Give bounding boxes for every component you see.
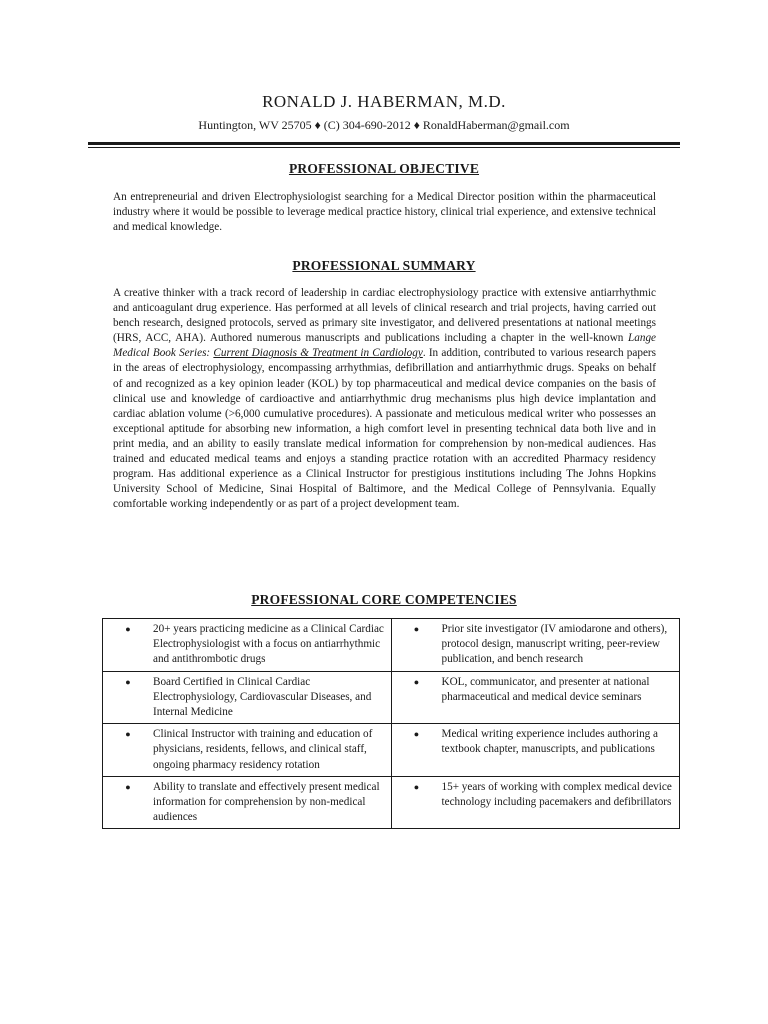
table-row (103, 619, 680, 672)
bullet-icon: ● (125, 729, 131, 740)
table-cell (103, 671, 392, 724)
competency-item: KOL, communicator, and presenter at national pharmaceutical and medical device seminars (441, 675, 650, 703)
bullet-icon: ● (413, 781, 420, 792)
objective-text: An entrepreneurial and driven Electrophysiologist searching for a Medical Director position within the pharmaceutical industry where it would be possible to leverage medical practice history, clinical trial experience, and extensive technical and medical knowledge. (113, 191, 656, 234)
table-row (103, 671, 680, 724)
summary-text (113, 286, 656, 512)
table-row (103, 724, 680, 777)
table-cell (391, 619, 680, 672)
competency-item: Ability to translate and effectively present medical information for comprehension by non-medical audiences (153, 780, 380, 824)
bullet-icon: ● (125, 781, 131, 792)
header-rule-thin (88, 147, 680, 148)
summary-text-part-1: A creative thinker with a track record of leadership in cardiac electrophysiology practice with extensive antiarrhythmic and anticoagulant drug experience. Has performed at all levels of clinical research and trial projects, having carried out bench research, designed protocols, served as primary site investigator, and delivered presentations at national meetings (HRS, ACC, AHA). Authored numerous manuscripts and publications including a chapter in the well-known (113, 287, 656, 345)
bullet-icon: ● (413, 624, 420, 634)
competency-item: 15+ years of working with complex medical device technology including pacemakers and defibrillators (441, 780, 672, 809)
competency-item: Board Certified in Clinical Cardiac Electrophysiology, Cardiovascular Diseases, and Internal Medicine (153, 675, 372, 719)
summary-heading: PROFESSIONAL SUMMARY (292, 258, 476, 273)
competency-item: Clinical Instructor with training and education of physicians, residents, fellows, and clinical staff, ongoing pharmacy residency rotation (153, 728, 373, 771)
bullet-icon: ● (125, 624, 131, 634)
table-cell (391, 776, 680, 829)
bullet-icon: ● (413, 676, 420, 687)
table-cell (103, 724, 392, 777)
contact-line: Huntington, WV 25705 ♦ (C) 304-690-2012 ♦ RonaldHaberman@gmail.com (198, 118, 570, 132)
book-series: Lange Medical Book Series: (113, 332, 656, 360)
bullet-icon: ● (413, 729, 420, 740)
competency-item: 20+ years practicing medicine as a Clinical Cardiac Electrophysiologist with a focus on antiarrhythmic and antithrombotic drugs (153, 623, 384, 666)
competencies-table (102, 618, 680, 829)
candidate-name: RONALD J. HABERMAN, M.D. (262, 92, 506, 111)
competency-item: Prior site investigator (IV amiodarone and others), protocol design, manuscript writing, peer-review publication, and bench research (441, 623, 668, 666)
table-row (103, 776, 680, 829)
table-cell (103, 776, 392, 829)
table-cell (391, 724, 680, 777)
competency-item: Medical writing experience includes authoring a textbook chapter, manuscripts, and publications (441, 728, 659, 756)
bullet-icon: ● (125, 676, 131, 687)
competencies-heading: PROFESSIONAL CORE COMPETENCIES (251, 592, 517, 607)
table-cell (103, 619, 392, 672)
objective-heading: PROFESSIONAL OBJECTIVE (288, 161, 480, 176)
summary-text-part-2: . In addition, contributed to various research papers in the areas of electrophysiology, encompassing arrhythmias, defibrillation and antiarrhythmic drugs. Speaks on behalf of and recognized as a key opinion leader (KOL) by top pharmaceutical and medical device companies on the basis of clinical use and knowledge of cardioactive and antiarrhythmic drug mechanisms plus high device implantation and cardiac ablation volume (>6,000 cumulative procedures). A passionate and meticulous medical writer who possesses an exceptional aptitude for absorbing new information, a high comfort level in presenting technical data both live and in print media, and an ability to easily translate medical information for comprehension by non-medical audiences. Has trained and educated medical teams and enjoys a standing practice rotation with an accredited Pharmacy residency program. Has additional experience as a Clinical Instructor for prestigious institutions including The Johns Hopkins University School of Medicine, Sinai Hospital of Baltimore, and the Medical College of Pennsylvania. Equally comfortable working independently or as part of a project development team. (113, 347, 656, 511)
header-rule-thick (88, 142, 680, 145)
table-cell (391, 671, 680, 724)
book-title: Current Diagnosis & Treatment in Cardiology (213, 347, 423, 360)
